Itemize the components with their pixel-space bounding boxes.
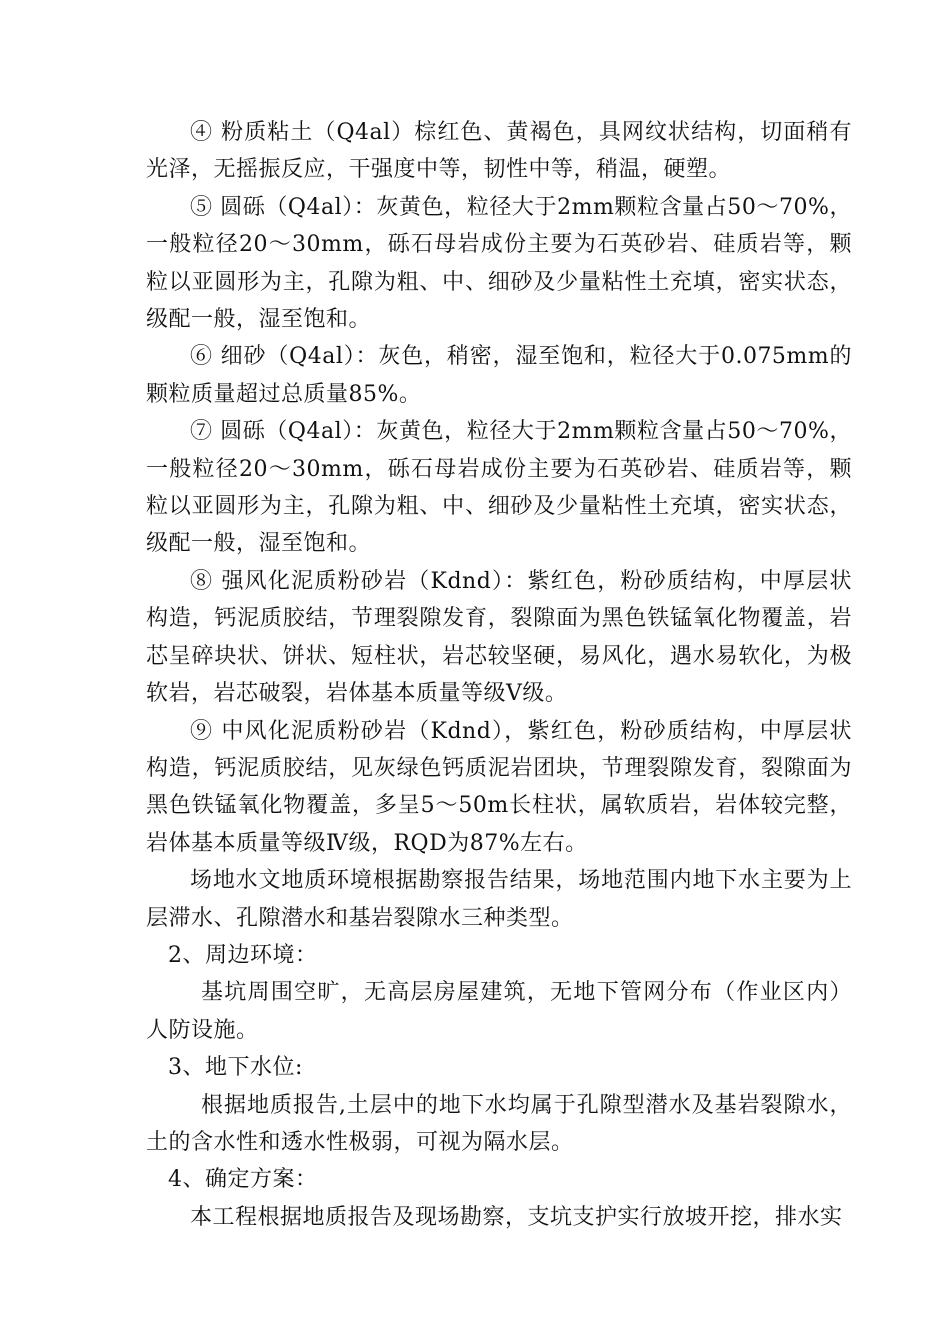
hydrogeology-paragraph: 场地水文地质环境根据勘察报告结果，场地范围内地下水主要为上层滞水、孔隙潜水和基岩裂隙水三种类型。: [146, 868, 852, 931]
section-4-heading: 4、确定方案：: [168, 1167, 318, 1193]
layer-8-paragraph: ⑧ 强风化泥质粉砂岩（Kdnd）：紫红色，粉砂质结构，中厚层状构造，钙泥质胶结，节理裂隙发育，裂隙面为黑色铁锰氧化物覆盖，岩芯呈碎块状、饼状、短柱状，岩芯较坚硬，易风化，遇水易软化，为极软岩，岩芯破裂，岩体基本质量等级V级。: [146, 568, 852, 707]
layer-6-paragraph: ⑥ 细砂（Q4al）：灰色，稍密，湿至饱和，粒径大于0.075mm的颗粒质量超过总质量85%。: [146, 344, 852, 407]
layer-9-paragraph: ⑨ 中风化泥质粉砂岩（Kdnd），紫红色，粉砂质结构，中厚层状构造，钙泥质胶结，见灰绿色钙质泥岩团块，节理裂隙发育，裂隙面为黑色铁锰氧化物覆盖，多呈5～50m长柱状，属软质岩，岩体较完整，岩体基本质量等级Ⅳ级，RQD为87%左右。: [146, 718, 852, 856]
section-3-heading: 3、地下水位:: [168, 1055, 303, 1081]
layer-4-paragraph: ④ 粉质粘土（Q4al）棕红色、黄褐色，具网纹状结构，切面稍有光泽，无摇振反应，干强度中等，韧性中等，稍温，硬塑。: [146, 120, 852, 183]
layer-7-paragraph: ⑦ 圆砾（Q4al）：灰黄色，粒径大于2mm颗粒含量占50～70%，一般粒径20～30mm，砾石母岩成份主要为石英砂岩、硅质岩等，颗粒以亚圆形为主，孔隙为粗、中、细砂及少量粘性土充填，密实状态，级配一般，湿至饱和。: [146, 419, 852, 557]
section-2-heading: 2、周边环境：: [168, 942, 318, 968]
section-3-body: 根据地质报告,土层中的地下水均属于孔隙型潜水及基岩裂隙水，土的含水性和透水性极弱，可视为隔水层。: [146, 1092, 852, 1155]
section-2-body: 基坑周围空旷，无高层房屋建筑，无地下管网分布（作业区内）人防设施。: [146, 980, 852, 1043]
document-body: [146, 114, 852, 1236]
layer-5-paragraph: ⑤ 圆砾（Q4al）：灰黄色，粒径大于2mm颗粒含量占50～70%，一般粒径20～30mm，砾石母岩成份主要为石英砂岩、硅质岩等，颗粒以亚圆形为主，孔隙为粗、中、细砂及少量粘性土充填，密实状态，级配一般，湿至饱和。: [146, 194, 852, 333]
section-4-body: 本工程根据地质报告及现场勘察，支坑支护实行放坡开挖，排水实: [190, 1204, 843, 1230]
